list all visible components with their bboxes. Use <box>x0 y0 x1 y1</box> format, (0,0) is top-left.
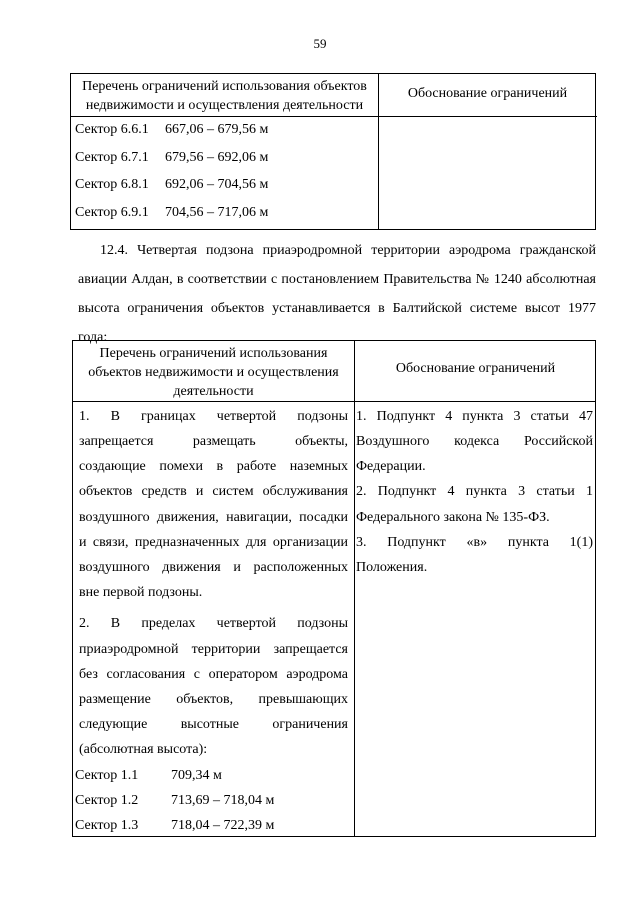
restriction-text-line: создающие помехи в работе наземных <box>79 459 348 474</box>
sector-row: Сектор 6.7.1 679,56 – 692,06 м <box>75 150 269 165</box>
restriction-text-line: размещение объектов, превышающих <box>79 692 348 707</box>
sector-row: Сектор 6.9.1 704,56 – 717,06 м <box>75 205 269 220</box>
restrictions-table-top <box>70 73 596 230</box>
header-justification: Обоснование ограничений <box>395 361 556 376</box>
header-divider <box>73 401 595 402</box>
justification-text-line: Воздушного кодекса Российской <box>356 434 593 449</box>
restriction-text-line: приаэродромной территории запрещается <box>79 642 348 657</box>
column-divider <box>354 341 355 836</box>
restriction-text-line: вне первой подзоны. <box>79 585 203 600</box>
sector-row: Сектор 1.3 718,04 – 722,39 м <box>75 818 275 833</box>
restriction-text-line: следующие высотные ограничения <box>79 717 348 732</box>
restriction-text-line: воздушного движения и расположенных <box>79 560 348 575</box>
sector-row: Сектор 6.6.1 667,06 – 679,56 м <box>75 122 269 137</box>
justification-text-line: 1. Подпункт 4 пункта 3 статьи 47 <box>356 409 593 424</box>
justification-text-line: 2. Подпункт 4 пункта 3 статьи 1 <box>356 484 593 499</box>
header-restrictions-list: Перечень ограничений использования объектов недвижимости и осуществления деятельности <box>82 79 367 113</box>
restriction-text-line: воздушного движения, навигации, посадки <box>79 510 348 525</box>
justification-text-line: 3. Подпункт «в» пункта 1(1) <box>356 535 593 550</box>
justification-text-line: Положения. <box>356 560 428 575</box>
restriction-text-line: (абсолютная высота): <box>79 742 208 757</box>
restriction-text-line: без согласования с оператором аэродрома <box>79 667 348 682</box>
restriction-text-line: 2. В пределах четвертой подзоны <box>79 616 348 631</box>
paragraph-12-4: 12.4. Четвертая подзона приаэродромной территории аэродрома гражданской авиации Алдан, в соответствии с постановлением Правительства № 1240 абсолютная высота ограничения объектов устанавливается в Балтийской системе высот 1977 года: <box>78 243 596 345</box>
sector-row: Сектор 6.8.1 692,06 – 704,56 м <box>75 177 269 192</box>
restriction-text-line: 1. В границах четвертой подзоны <box>79 409 348 424</box>
header-restrictions-list: Перечень ограничений использования объектов недвижимости и осуществления деятельности <box>88 346 339 399</box>
justification-text-line: Федерации. <box>356 459 426 474</box>
sector-row: Сектор 1.1 709,34 м <box>75 768 222 783</box>
restriction-text-line: и связи, предназначенных для организации <box>79 535 348 550</box>
sector-row: Сектор 1.2 713,69 – 718,04 м <box>75 793 275 808</box>
page-number: 59 <box>313 36 327 51</box>
header-justification: Обоснование ограничений <box>407 86 568 101</box>
column-divider <box>378 74 379 229</box>
restriction-text-line: запрещается размещать объекты, <box>79 434 348 449</box>
restrictions-table-subzone-4 <box>72 340 596 837</box>
table-header <box>71 74 597 117</box>
justification-text-line: Федерального закона № 135-ФЗ. <box>356 510 550 525</box>
restriction-text-line: объектов средств и систем обслуживания <box>79 484 348 499</box>
